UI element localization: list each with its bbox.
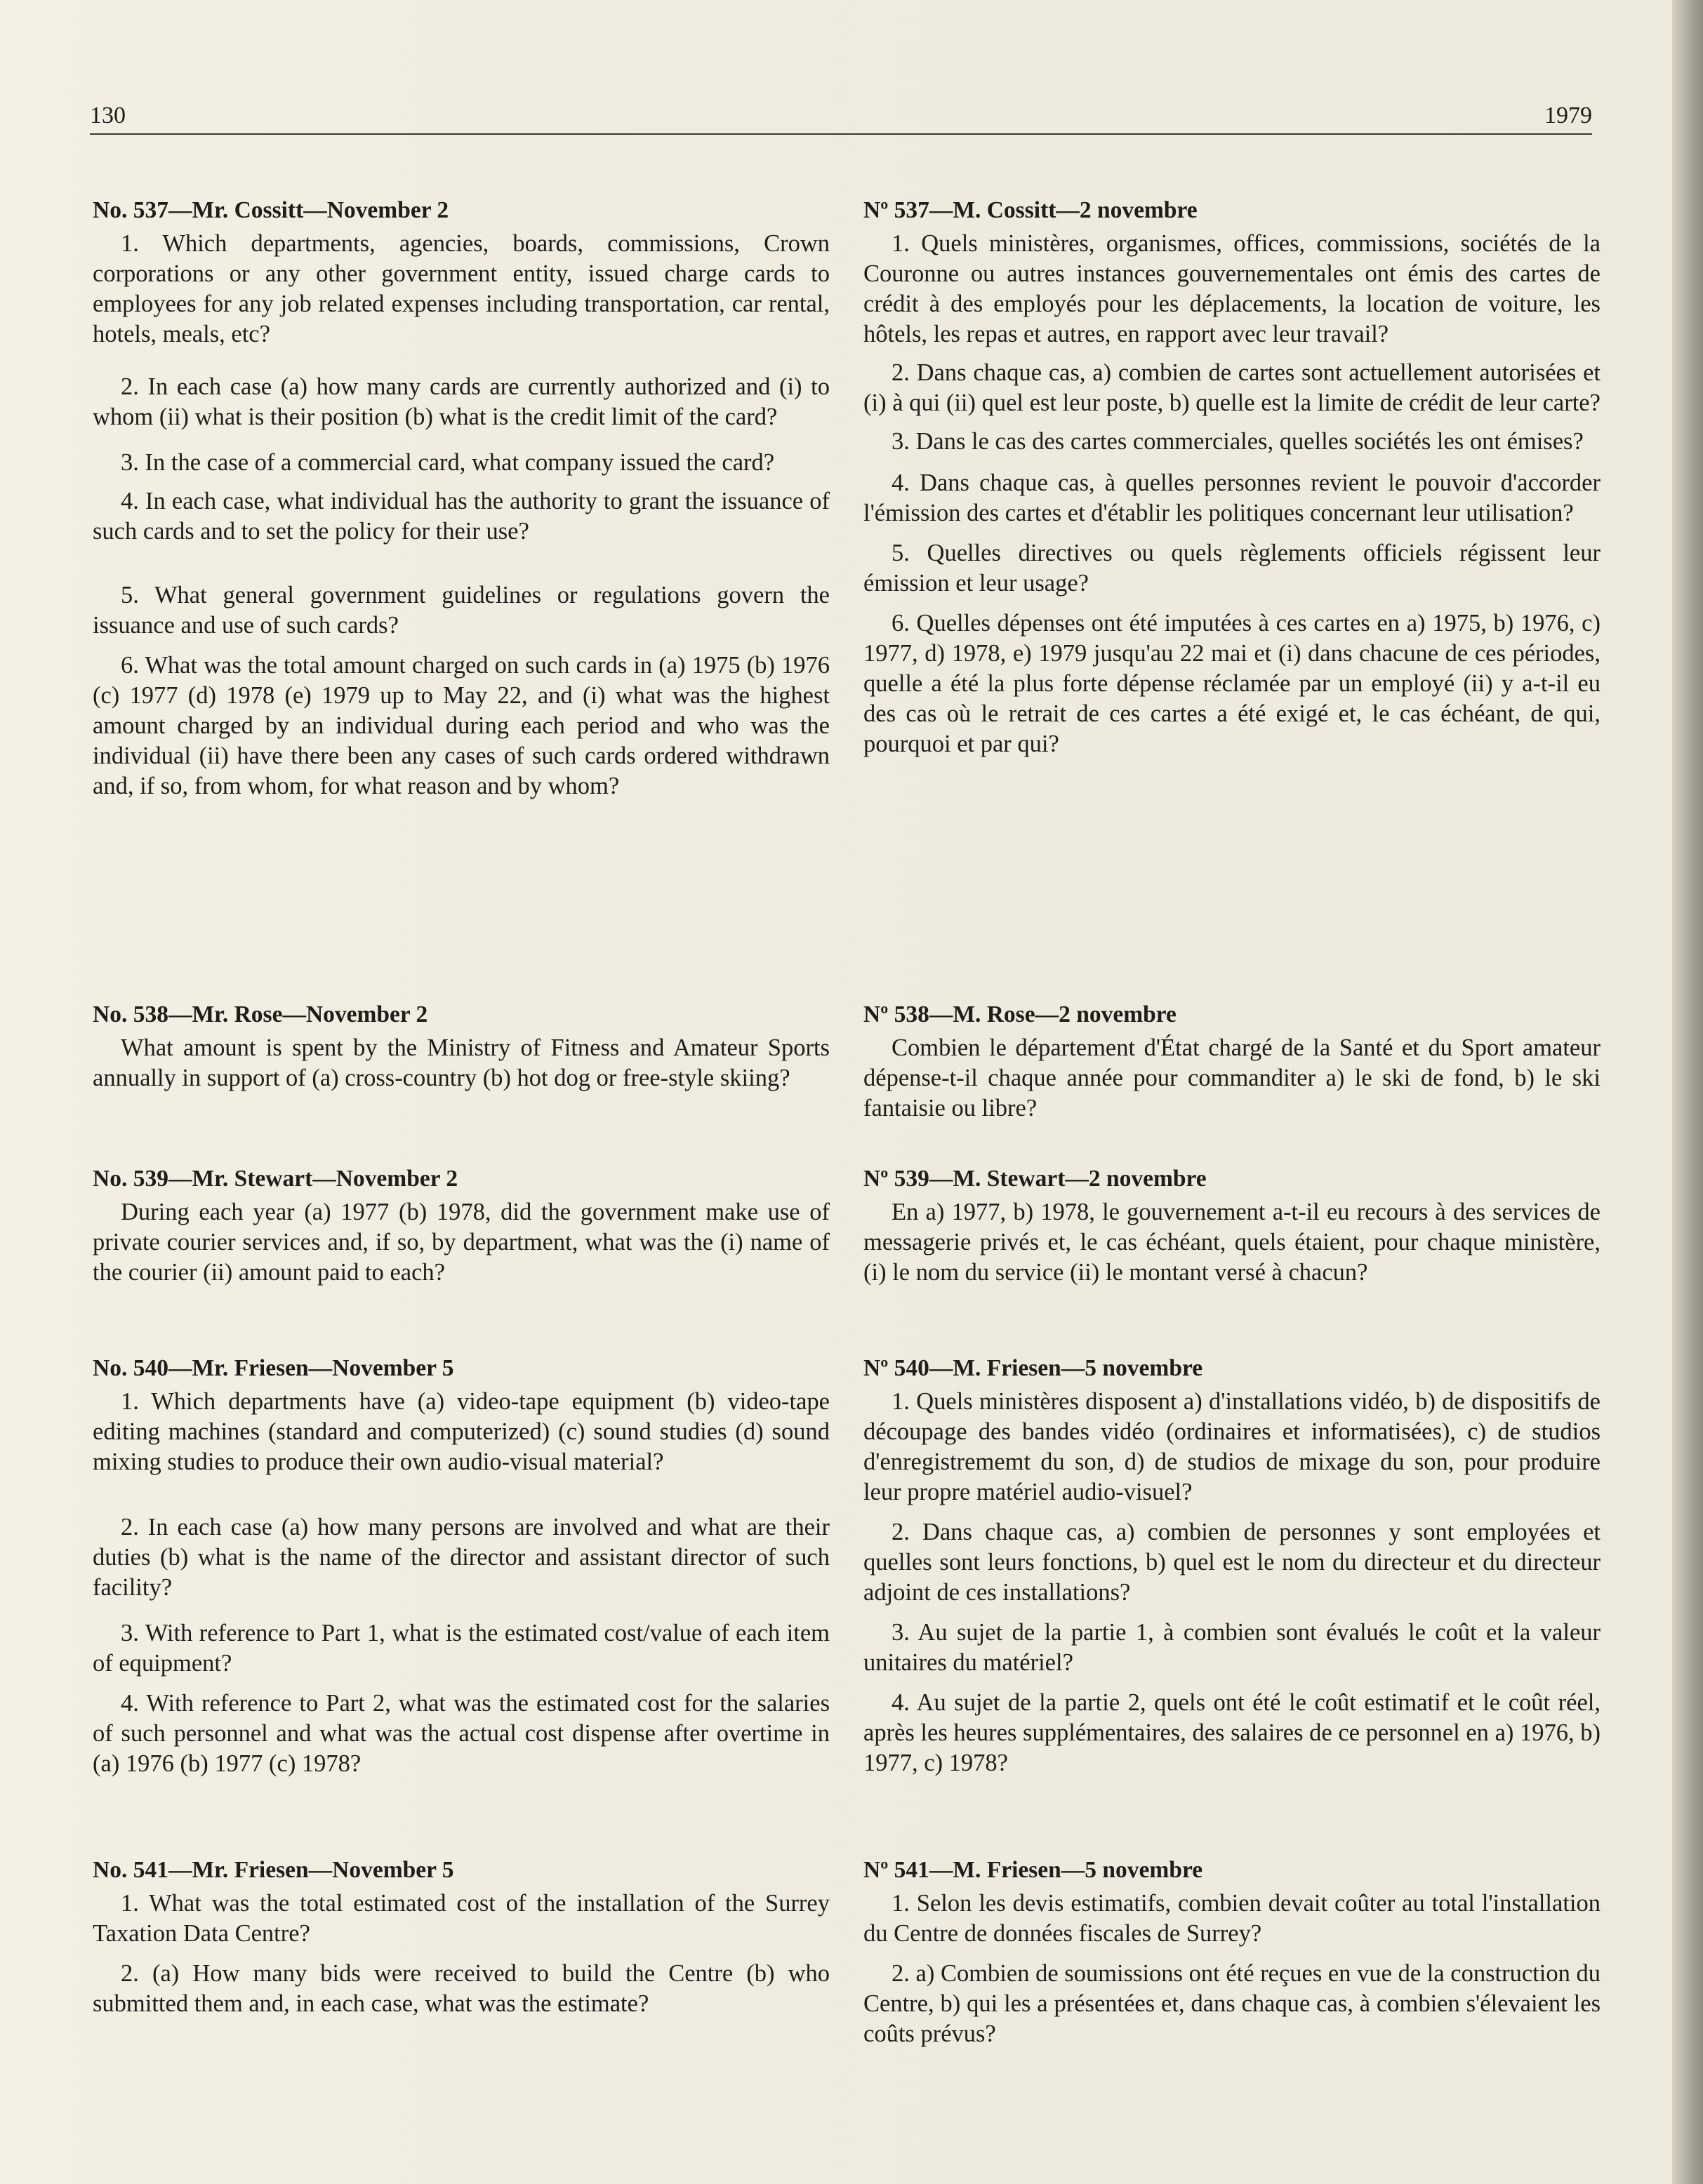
question-paragraph: En a) 1977, b) 1978, le gouvernement a-t-il eu recours à des services de messagerie privés et, le cas échéant, quels étaient, pour chaque ministère, (i) le nom du service (ii) le montant versé à chacun? bbox=[863, 1199, 1601, 1286]
question-541-en bbox=[93, 1856, 830, 2019]
question-paragraph: 1. Which departments have (a) video-tape equipment (b) video-tape editing machines (standard and computerized) (c) sound studies (d) sound mixing studies to produce their own audio-visual material? bbox=[93, 1388, 830, 1475]
question-paragraph: 1. Quels ministères, organismes, offices, commissions, sociétés de la Couronne ou autres instances gouvernementales ont émis des cartes de crédit à des employés pour les déplacements, la location de voiture, les hôtels, les repas et autres, en rapport avec leur travail? bbox=[863, 230, 1601, 347]
question-paragraph: 5. What general government guidelines or regulations govern the issuance and use of such cards? bbox=[93, 582, 830, 639]
question-paragraph: 3. Au sujet de la partie 1, à combien sont évalués le coût et la valeur unitaires du matériel? bbox=[863, 1619, 1601, 1676]
question-paragraph: 4. Dans chaque cas, à quelles personnes revient le pouvoir d'accorder l'émission des cartes et d'établir les politiques concernant leur utilisation? bbox=[863, 470, 1601, 526]
question-540-fr bbox=[863, 1354, 1601, 1778]
question-paragraph: 6. What was the total amount charged on such cards in (a) 1975 (b) 1976 (c) 1977 (d) 1978 (e) 1979 up to May 22, and (i) what was the highest amount charged by an individual during each period and who was the individual (ii) have there been any cases of such cards ordered withdrawn and, if so, from whom, for what reason and by whom? bbox=[93, 652, 830, 799]
question-paragraph: 3. With reference to Part 1, what is the estimated cost/value of each item of equipment? bbox=[93, 1620, 830, 1677]
question-537-fr bbox=[863, 197, 1601, 759]
question-title: No. 539—Mr. Stewart—November 2 bbox=[93, 1166, 458, 1192]
question-title: No. 537—Mr. Cossitt—November 2 bbox=[93, 197, 449, 223]
question-paragraph: 2. In each case (a) how many persons are involved and what are their duties (b) what is the name of the director and assistant director of such facility? bbox=[93, 1514, 830, 1601]
question-paragraph: 1. Selon les devis estimatifs, combien devait coûter au total l'installation du Centre de données fiscales de Surrey? bbox=[863, 1890, 1601, 1947]
question-title: Nº 540—M. Friesen—5 novembre bbox=[863, 1355, 1203, 1381]
question-title: Nº 541—M. Friesen—5 novembre bbox=[863, 1857, 1203, 1883]
question-paragraph: 6. Quelles dépenses ont été imputées à ces cartes en a) 1975, b) 1976, c) 1977, d) 1978, e) 1979 jusqu'au 22 mai et (i) dans chacune de ces périodes, quelle a été la plus forte dépense réclamée par un employé (ii) y a-t-il eu des cas où le retrait de ces cartes a été exigé et, le cas échéant, de qui, pourquoi et par qui? bbox=[863, 610, 1601, 757]
question-title: Nº 537—M. Cossitt—2 novembre bbox=[863, 197, 1198, 223]
question-paragraph: 3. In the case of a commercial card, what company issued the card? bbox=[121, 449, 775, 476]
page-number: 130 bbox=[90, 102, 126, 128]
question-paragraph: 5. Quelles directives ou quels règlements officiels régissent leur émission et leur usage? bbox=[863, 540, 1601, 597]
question-paragraph: 2. (a) How many bids were received to build the Centre (b) who submitted them and, in each case, what was the estimate? bbox=[93, 1960, 830, 2017]
question-541-fr bbox=[863, 1856, 1601, 2049]
question-539-fr bbox=[863, 1165, 1601, 1288]
question-paragraph: 1. Which departments, agencies, boards, commissions, Crown corporations or any other government entity, issued charge cards to employees for any job related expenses including transportation, car rental, hotels, meals, etc? bbox=[93, 230, 830, 347]
question-paragraph: 4. Au sujet de la partie 2, quels ont été le coût estimatif et le coût réel, après les heures supplémentaires, des salaires de ce personnel en a) 1976, b) 1977, c) 1978? bbox=[863, 1689, 1601, 1776]
question-540-en bbox=[93, 1354, 830, 1779]
question-paragraph: 2. In each case (a) how many cards are currently authorized and (i) to whom (ii) what is their position (b) what is the credit limit of the card? bbox=[93, 373, 830, 430]
question-paragraph: 1. Quels ministères disposent a) d'installations vidéo, b) de dispositifs de découpage des bandes vidéo (ordinaires et informatisées), c) de studios d'enregistrememt du son, d) de studios de mixage du son, pour produire leur propre matériel audio-visuel? bbox=[863, 1388, 1601, 1505]
page-header bbox=[90, 98, 1592, 133]
question-title: Nº 539—M. Stewart—2 novembre bbox=[863, 1166, 1207, 1192]
question-title: No. 541—Mr. Friesen—November 5 bbox=[93, 1857, 454, 1883]
page-edge-shadow bbox=[1672, 0, 1703, 2184]
question-paragraph: During each year (a) 1977 (b) 1978, did the government make use of private courier services and, if so, by department, what was the (i) name of the courier (ii) amount paid to each? bbox=[93, 1199, 830, 1286]
question-title: Nº 538—M. Rose—2 novembre bbox=[863, 1001, 1177, 1027]
question-title: No. 540—Mr. Friesen—November 5 bbox=[93, 1355, 454, 1381]
question-title: No. 538—Mr. Rose—November 2 bbox=[93, 1001, 428, 1027]
header-rule bbox=[90, 133, 1592, 135]
question-537-en bbox=[93, 197, 830, 801]
question-538-fr bbox=[863, 1001, 1601, 1124]
question-paragraph: 4. In each case, what individual has the authority to grant the issuance of such cards and to set the policy for their use? bbox=[93, 488, 830, 545]
question-paragraph: Combien le département d'État chargé de la Santé et du Sport amateur dépense-t-il chaque année pour commanditer a) le ski de fond, b) le ski fantaisie ou libre? bbox=[863, 1034, 1601, 1121]
question-paragraph: 2. Dans chaque cas, a) combien de cartes sont actuellement autorisées et (i) à qui (ii) quel est leur poste, b) quelle est la limite de crédit de leur carte? bbox=[863, 359, 1601, 416]
question-paragraph: 4. With reference to Part 2, what was the estimated cost for the salaries of such personnel and what was the actual cost dispense after overtime in (a) 1976 (b) 1977 (c) 1978? bbox=[93, 1690, 830, 1777]
question-538-en bbox=[93, 1001, 830, 1093]
question-paragraph: What amount is spent by the Ministry of Fitness and Amateur Sports annually in support of (a) cross-country (b) hot dog or free-style skiing? bbox=[93, 1034, 830, 1091]
page-year: 1979 bbox=[1544, 102, 1592, 128]
question-paragraph: 3. Dans le cas des cartes commerciales, quelles sociétés les ont émises? bbox=[892, 428, 1584, 455]
question-paragraph: 2. Dans chaque cas, a) combien de personnes y sont employées et quelles sont leurs fonctions, b) quel est le nom du directeur et du directeur adjoint de ces installations? bbox=[863, 1519, 1601, 1606]
question-paragraph: 1. What was the total estimated cost of the installation of the Surrey Taxation Data Centre? bbox=[93, 1890, 830, 1947]
question-539-en bbox=[93, 1165, 830, 1288]
question-paragraph: 2. a) Combien de soumissions ont été reçues en vue de la construction du Centre, b) qui les a présentées et, dans chaque cas, à combien s'élevaient les coûts prévus? bbox=[863, 1960, 1601, 2047]
